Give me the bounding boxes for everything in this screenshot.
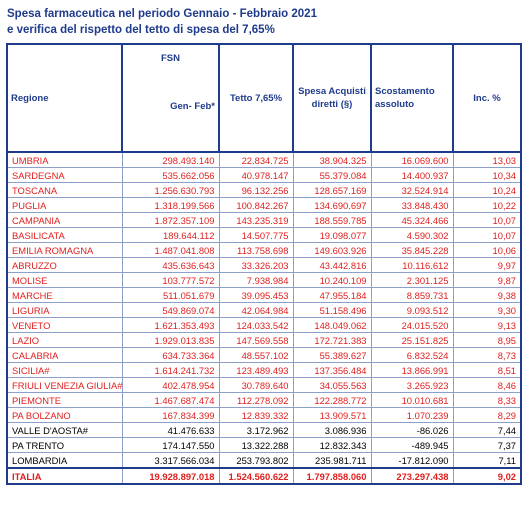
- cell-regione: VALLE D'AOSTA#: [7, 423, 122, 438]
- cell-scostamento: 4.590.302: [371, 228, 453, 243]
- cell-regione: CAMPANIA: [7, 213, 122, 228]
- header-fsn-label: FSN: [161, 53, 180, 64]
- table-row: [7, 288, 521, 303]
- cell-regione: SARDEGNA: [7, 168, 122, 183]
- cell-tetto: 39.095.453: [219, 288, 293, 303]
- cell-fsn: 1.621.353.493: [122, 318, 219, 333]
- cell-scostamento: 8.859.731: [371, 288, 453, 303]
- cell-inc: 10,24: [453, 183, 521, 198]
- cell-regione: MOLISE: [7, 273, 122, 288]
- cell-scostamento: 35.845.228: [371, 243, 453, 258]
- cell-scostamento: -17.812.090: [371, 453, 453, 469]
- cell-fsn: 103.777.572: [122, 273, 219, 288]
- table-row: [7, 213, 521, 228]
- cell-inc: 10,34: [453, 168, 521, 183]
- cell-inc: 10,07: [453, 228, 521, 243]
- spesa-table: [6, 43, 522, 485]
- cell-regione: CALABRIA: [7, 348, 122, 363]
- cell-inc: 13,03: [453, 152, 521, 168]
- table-row: [7, 423, 521, 438]
- cell-tetto: 112.278.092: [219, 393, 293, 408]
- cell-spesa: 137.356.484: [293, 363, 371, 378]
- table-row: [7, 258, 521, 273]
- cell-spesa: 12.832.343: [293, 438, 371, 453]
- cell-regione: PUGLIA: [7, 198, 122, 213]
- table-row: [7, 363, 521, 378]
- cell-scostamento: 10.010.681: [371, 393, 453, 408]
- cell-tetto: 42.064.984: [219, 303, 293, 318]
- table-row: [7, 168, 521, 183]
- cell-spesa: 128.657.169: [293, 183, 371, 198]
- cell-inc: 9,13: [453, 318, 521, 333]
- header-fsn: [122, 44, 219, 152]
- cell-spesa: 149.603.926: [293, 243, 371, 258]
- cell-fsn: 41.476.633: [122, 423, 219, 438]
- cell-inc: 8,73: [453, 348, 521, 363]
- cell-inc: 7,37: [453, 438, 521, 453]
- cell-fsn: 549.869.074: [122, 303, 219, 318]
- cell-spesa: 43.442.816: [293, 258, 371, 273]
- cell-regione: UMBRIA: [7, 152, 122, 168]
- cell-scostamento: 13.866.991: [371, 363, 453, 378]
- cell-tetto: 113.758.698: [219, 243, 293, 258]
- cell-scostamento: -489.945: [371, 438, 453, 453]
- cell-regione: ABRUZZO: [7, 258, 122, 273]
- table-row: [7, 228, 521, 243]
- cell-inc: 8,46: [453, 378, 521, 393]
- cell-tetto: 3.172.962: [219, 423, 293, 438]
- cell-spesa: 10.240.109: [293, 273, 371, 288]
- cell-regione: TOSCANA: [7, 183, 122, 198]
- cell-tetto: 147.569.558: [219, 333, 293, 348]
- cell-regione: LAZIO: [7, 333, 122, 348]
- table-row: [7, 378, 521, 393]
- cell-tetto: 40.978.147: [219, 168, 293, 183]
- cell-regione: EMILIA ROMAGNA: [7, 243, 122, 258]
- cell-scostamento: 2.301.125: [371, 273, 453, 288]
- cell-spesa: 122.288.772: [293, 393, 371, 408]
- cell-tetto: 143.235.319: [219, 213, 293, 228]
- cell-fsn: 1.467.687.474: [122, 393, 219, 408]
- cell-tetto: 100.842.267: [219, 198, 293, 213]
- header-inc: Inc. %: [453, 44, 521, 152]
- cell-regione: LOMBARDIA: [7, 453, 122, 469]
- cell-tetto: 48.557.102: [219, 348, 293, 363]
- cell-tetto: 96.132.256: [219, 183, 293, 198]
- cell-tetto: 33.326.203: [219, 258, 293, 273]
- cell-scostamento: 3.265.923: [371, 378, 453, 393]
- header-scostamento: Scostamento assoluto: [371, 44, 453, 152]
- title-line-2: e verifica del rispetto del tetto di spesa del 7,65%: [7, 24, 275, 36]
- table-row: [7, 408, 521, 423]
- header-tetto: Tetto 7,65%: [219, 44, 293, 152]
- header-gen-feb-label: Gen- Feb*: [170, 101, 215, 112]
- cell-scostamento: 9.093.512: [371, 303, 453, 318]
- table-row: [7, 273, 521, 288]
- cell-spesa: 47.955.184: [293, 288, 371, 303]
- cell-spesa: 55.389.627: [293, 348, 371, 363]
- cell-fsn: 1.929.013.835: [122, 333, 219, 348]
- cell-inc: 10,22: [453, 198, 521, 213]
- cell-spesa: 134.690.697: [293, 198, 371, 213]
- cell-inc: 8,95: [453, 333, 521, 348]
- cell-spesa: 38.904.325: [293, 152, 371, 168]
- table-row: [7, 198, 521, 213]
- cell-regione: MARCHE: [7, 288, 122, 303]
- cell-scostamento: 10.116.612: [371, 258, 453, 273]
- cell-tetto: 7.938.984: [219, 273, 293, 288]
- title-line-1: Spesa farmaceutica nel periodo Gennaio - Febbraio 2021: [7, 8, 317, 20]
- cell-fsn: 511.051.679: [122, 288, 219, 303]
- cell-spesa: 3.086.936: [293, 423, 371, 438]
- cell-tetto: 13.322.288: [219, 438, 293, 453]
- table-row: [7, 438, 521, 453]
- table-row: [7, 152, 521, 168]
- cell-fsn: 535.662.056: [122, 168, 219, 183]
- cell-fsn: 1.318.199.566: [122, 198, 219, 213]
- total-cell-tetto: 1.524.560.622: [219, 468, 293, 484]
- cell-scostamento: 16.069.600: [371, 152, 453, 168]
- cell-inc: 10,07: [453, 213, 521, 228]
- cell-inc: 8,51: [453, 363, 521, 378]
- total-cell-fsn: 19.928.897.018: [122, 468, 219, 484]
- total-row: [7, 468, 521, 484]
- cell-spesa: 188.559.785: [293, 213, 371, 228]
- cell-tetto: 22.834.725: [219, 152, 293, 168]
- cell-spesa: 148.049.062: [293, 318, 371, 333]
- table-row: [7, 183, 521, 198]
- cell-scostamento: -86.026: [371, 423, 453, 438]
- header-regione: Regione: [7, 44, 122, 152]
- cell-fsn: 3.317.566.034: [122, 453, 219, 469]
- cell-fsn: 634.733.364: [122, 348, 219, 363]
- cell-scostamento: 14.400.937: [371, 168, 453, 183]
- cell-fsn: 298.493.140: [122, 152, 219, 168]
- cell-spesa: 34.055.563: [293, 378, 371, 393]
- cell-regione: BASILICATA: [7, 228, 122, 243]
- cell-spesa: 13.909.571: [293, 408, 371, 423]
- cell-scostamento: 32.524.914: [371, 183, 453, 198]
- cell-spesa: 19.098.077: [293, 228, 371, 243]
- cell-regione: LIGURIA: [7, 303, 122, 318]
- header-spesa-acquisti: Spesa Acquisti diretti (§): [293, 44, 371, 152]
- cell-inc: 9,87: [453, 273, 521, 288]
- total-cell-regione: ITALIA: [7, 468, 122, 484]
- header-row: [7, 44, 521, 152]
- cell-inc: 9,38: [453, 288, 521, 303]
- cell-spesa: 51.158.496: [293, 303, 371, 318]
- table-row: [7, 333, 521, 348]
- cell-inc: 8,33: [453, 393, 521, 408]
- cell-fsn: 167.834.399: [122, 408, 219, 423]
- cell-spesa: 55.379.084: [293, 168, 371, 183]
- cell-scostamento: 25.151.825: [371, 333, 453, 348]
- cell-regione: PIEMONTE: [7, 393, 122, 408]
- cell-regione: SICILIA#: [7, 363, 122, 378]
- cell-tetto: 123.489.493: [219, 363, 293, 378]
- cell-fsn: 435.636.643: [122, 258, 219, 273]
- cell-inc: 9,97: [453, 258, 521, 273]
- table-row: [7, 453, 521, 469]
- cell-fsn: 1.487.041.808: [122, 243, 219, 258]
- cell-fsn: 402.478.954: [122, 378, 219, 393]
- cell-regione: PA TRENTO: [7, 438, 122, 453]
- cell-inc: 8,29: [453, 408, 521, 423]
- cell-tetto: 14.507.775: [219, 228, 293, 243]
- cell-inc: 7,11: [453, 453, 521, 469]
- cell-inc: 9,30: [453, 303, 521, 318]
- cell-tetto: 253.793.802: [219, 453, 293, 469]
- document-title: [7, 6, 517, 38]
- cell-scostamento: 24.015.520: [371, 318, 453, 333]
- cell-fsn: 1.256.630.793: [122, 183, 219, 198]
- cell-tetto: 12.839.332: [219, 408, 293, 423]
- cell-regione: VENETO: [7, 318, 122, 333]
- table-body: [7, 152, 521, 484]
- cell-scostamento: 45.324.466: [371, 213, 453, 228]
- cell-fsn: 1.872.357.109: [122, 213, 219, 228]
- cell-inc: 10,06: [453, 243, 521, 258]
- total-cell-spesa: 1.797.858.060: [293, 468, 371, 484]
- cell-tetto: 124.033.542: [219, 318, 293, 333]
- table-row: [7, 303, 521, 318]
- cell-spesa: 172.721.383: [293, 333, 371, 348]
- cell-tetto: 30.789.640: [219, 378, 293, 393]
- table-row: [7, 243, 521, 258]
- table-row: [7, 348, 521, 363]
- total-cell-scostamento: 273.297.438: [371, 468, 453, 484]
- cell-scostamento: 1.070.239: [371, 408, 453, 423]
- cell-inc: 7,44: [453, 423, 521, 438]
- table-row: [7, 393, 521, 408]
- cell-spesa: 235.981.711: [293, 453, 371, 469]
- total-cell-inc: 9,02: [453, 468, 521, 484]
- cell-fsn: 189.644.112: [122, 228, 219, 243]
- cell-regione: PA BOLZANO: [7, 408, 122, 423]
- cell-regione: FRIULI VENEZIA GIULIA#: [7, 378, 122, 393]
- cell-scostamento: 6.832.524: [371, 348, 453, 363]
- cell-fsn: 174.147.550: [122, 438, 219, 453]
- cell-scostamento: 33.848.430: [371, 198, 453, 213]
- cell-fsn: 1.614.241.732: [122, 363, 219, 378]
- table-row: [7, 318, 521, 333]
